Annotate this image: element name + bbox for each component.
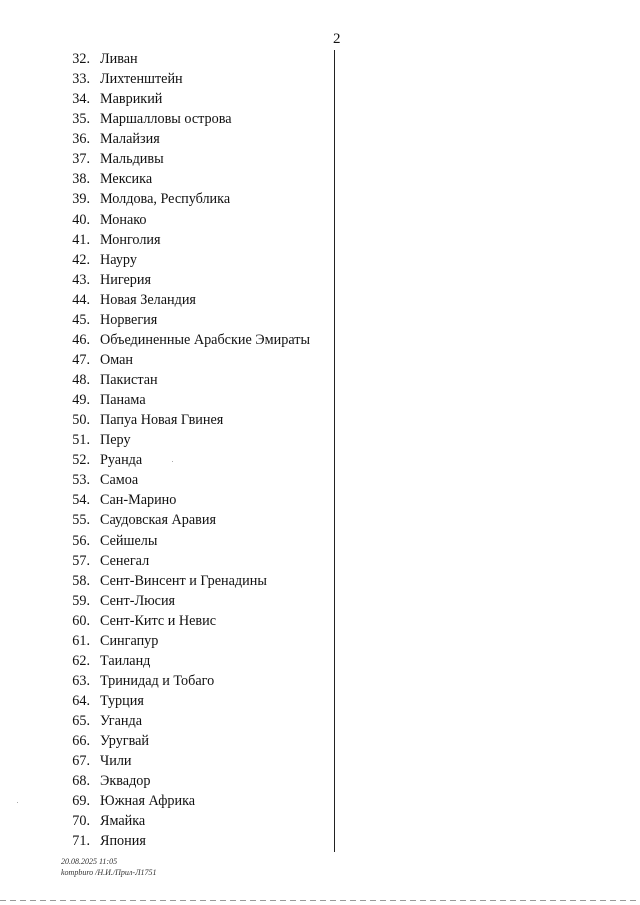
list-item xyxy=(0,591,640,611)
list-item-country: Нигерия xyxy=(100,271,151,288)
list-item-number: 67. xyxy=(72,753,90,770)
list-item xyxy=(0,771,640,791)
list-item-country: Ливан xyxy=(100,51,138,67)
list-item xyxy=(0,811,640,831)
list-item-country: Молдова, Республика xyxy=(100,191,231,208)
list-item-country: Таиланд xyxy=(100,652,151,669)
list-item xyxy=(0,510,640,530)
list-item-number: 51. xyxy=(72,432,90,449)
list-item-country: Новая Зеландия xyxy=(100,291,196,308)
list-item-country: Лихтенштейн xyxy=(100,71,183,88)
list-item xyxy=(0,611,640,631)
list-item xyxy=(0,270,640,290)
list-item-number: 36. xyxy=(72,131,90,148)
list-item xyxy=(0,330,640,350)
list-item xyxy=(0,49,640,69)
list-item-country: Южная Африка xyxy=(100,793,196,810)
list-item-number: 58. xyxy=(72,572,90,589)
list-item-number: 66. xyxy=(72,733,90,750)
footer-timestamp: 20.08.2025 11:05 xyxy=(61,857,118,866)
list-item-country: Папуа Новая Гвинея xyxy=(100,412,224,429)
list-item-country: Япония xyxy=(100,833,146,850)
list-item-country: Пакистан xyxy=(100,372,158,388)
list-item-number: 32. xyxy=(72,51,90,67)
list-item xyxy=(0,490,640,510)
list-item-number: 35. xyxy=(72,111,90,128)
list-item xyxy=(0,109,640,129)
list-item xyxy=(0,390,640,410)
list-item xyxy=(0,370,640,390)
list-item-country: Сейшелы xyxy=(100,532,158,549)
list-item-number: 46. xyxy=(72,331,90,348)
list-item xyxy=(0,230,640,250)
list-item-country: Турция xyxy=(100,693,144,709)
country-list xyxy=(0,49,640,852)
list-item-country: Тринидад и Тобаго xyxy=(100,672,215,689)
list-item-number: 40. xyxy=(72,211,90,228)
list-item-number: 65. xyxy=(72,713,90,730)
list-item-number: 64. xyxy=(72,693,90,709)
list-item-country: Науру xyxy=(100,251,137,268)
list-item-country: Маврикий xyxy=(100,91,163,108)
list-item-number: 42. xyxy=(72,251,90,268)
list-item-number: 71. xyxy=(72,833,90,850)
list-item-country: Норвегия xyxy=(100,311,158,328)
list-item-number: 68. xyxy=(72,773,90,790)
list-item xyxy=(0,470,640,490)
footer-file-ref: kompburo /Н.И./Прил-Л1751 xyxy=(61,868,157,877)
list-item-number: 54. xyxy=(72,492,90,509)
list-item-number: 61. xyxy=(72,632,90,649)
list-item-number: 48. xyxy=(72,372,90,388)
list-item xyxy=(0,571,640,591)
list-item-country: Мексика xyxy=(100,171,153,188)
list-item-number: 50. xyxy=(72,412,90,429)
list-item-country: Объединенные Арабские Эмираты xyxy=(100,331,310,348)
list-item-country: Мальдивы xyxy=(100,151,164,168)
list-item-number: 34. xyxy=(72,91,90,108)
page-number: 2 xyxy=(333,31,341,47)
list-item xyxy=(0,731,640,751)
list-item-number: 57. xyxy=(72,552,90,569)
page-bottom-edge xyxy=(0,900,640,901)
list-item-number: 70. xyxy=(72,813,90,830)
list-item-number: 55. xyxy=(72,512,90,529)
list-item-number: 52. xyxy=(72,452,90,469)
list-item xyxy=(0,129,640,149)
list-item xyxy=(0,290,640,310)
list-item xyxy=(0,751,640,771)
list-item-number: 60. xyxy=(72,612,90,629)
list-item-country: Сингапур xyxy=(100,632,159,649)
list-item-number: 37. xyxy=(72,151,90,168)
list-item-country: Уругвай xyxy=(100,733,150,750)
list-item-number: 44. xyxy=(72,291,90,308)
list-item-country: Самоа xyxy=(100,472,139,489)
list-item xyxy=(0,831,640,851)
list-item xyxy=(0,410,640,430)
list-item xyxy=(0,310,640,330)
list-item-country: Чили xyxy=(100,753,132,770)
list-item xyxy=(0,651,640,671)
list-item-country: Ямайка xyxy=(100,813,146,830)
list-item-country: Саудовская Аравия xyxy=(100,512,216,529)
list-item xyxy=(0,250,640,270)
list-item-country: Сент-Китс и Невис xyxy=(100,612,216,629)
list-item-number: 63. xyxy=(72,672,90,689)
list-item-country: Перу xyxy=(100,432,131,449)
list-item xyxy=(0,149,640,169)
list-item-number: 43. xyxy=(72,271,90,288)
list-item-number: 41. xyxy=(72,231,90,248)
list-item xyxy=(0,169,640,189)
list-item-number: 69. xyxy=(72,793,90,810)
document-footer xyxy=(61,856,157,878)
list-item-country: Руанда xyxy=(100,452,143,469)
list-item-country: Сент-Винсент и Гренадины xyxy=(100,572,267,589)
list-item xyxy=(0,551,640,571)
list-item xyxy=(0,671,640,691)
list-item xyxy=(0,430,640,450)
list-item xyxy=(0,691,640,711)
list-item xyxy=(0,531,640,551)
list-item-country: Эквадор xyxy=(100,773,151,790)
list-item-country: Уганда xyxy=(100,713,143,730)
scan-speck xyxy=(172,461,173,462)
list-item-country: Монголия xyxy=(100,231,161,248)
list-item-country: Панама xyxy=(100,392,146,409)
list-item xyxy=(0,189,640,209)
list-item xyxy=(0,350,640,370)
list-item-country: Сенегал xyxy=(100,552,150,569)
list-item-number: 39. xyxy=(72,191,90,208)
list-item xyxy=(0,210,640,230)
list-item-country: Сент-Люсия xyxy=(100,592,176,609)
list-item xyxy=(0,450,640,470)
list-item xyxy=(0,631,640,651)
list-item-number: 59. xyxy=(72,592,90,609)
list-item xyxy=(0,711,640,731)
list-item-country: Малайзия xyxy=(100,131,160,148)
scan-speck xyxy=(17,802,18,803)
list-item-number: 45. xyxy=(72,311,90,328)
list-item-number: 38. xyxy=(72,171,90,188)
list-item-number: 49. xyxy=(72,392,90,409)
list-item xyxy=(0,89,640,109)
list-item-number: 47. xyxy=(72,351,90,368)
list-item-number: 62. xyxy=(72,652,90,669)
list-item xyxy=(0,791,640,811)
list-item-country: Оман xyxy=(100,351,134,368)
list-item-number: 33. xyxy=(72,71,90,88)
list-item-country: Монако xyxy=(100,211,147,228)
list-item-number: 53. xyxy=(72,472,90,489)
list-item xyxy=(0,69,640,89)
list-item-country: Сан-Марино xyxy=(100,492,177,509)
list-item-number: 56. xyxy=(72,532,90,549)
list-item-country: Маршалловы острова xyxy=(100,111,232,128)
